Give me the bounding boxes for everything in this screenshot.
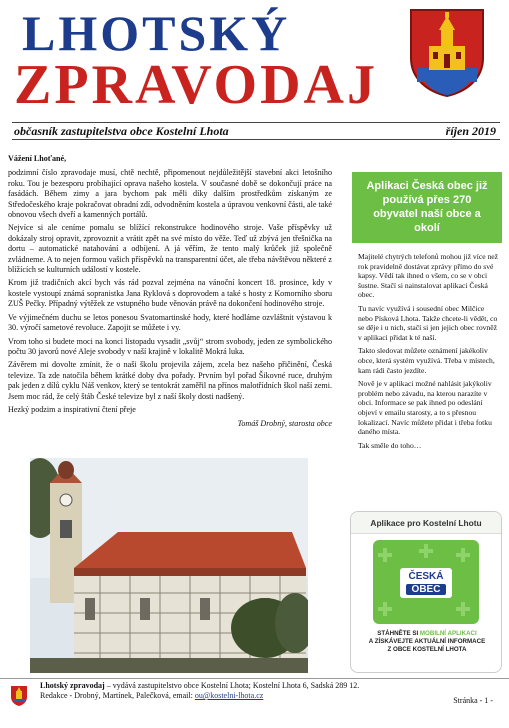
promo-line: Aplikaci Česká obec již [366,180,488,192]
footer-crest-icon [10,685,28,707]
app-footer-line2: A ZÍSKÁVEJTE AKTUÁLNÍ INFORMACE [368,638,486,645]
article-paragraph: Hezký podzim a inspirativní čtení přeje [8,404,136,414]
page-number: Stránka - 1 - [453,696,493,705]
sidebar-article [358,252,498,454]
editorial-article [8,154,332,433]
greeting: Vážení Lhoťané, [8,154,67,163]
sidebar-paragraph: Takto sledovat můžete oznámení jakékoliv obce, která systém využívá. Třeba v místech, kam rádi často jezdíte. [358,346,495,375]
article-paragraph: Závěrem mi dovolte zmínit, že o naši školu projevila zájem, zcela bez našeho přičinění, Česká televize. Ta zde natočila během krátké doby dva pořady. Prvním byl pořad Šikovné ruce, druhým pak jeden z dílů cyklu Náš venkov, který se tentokrát zaměřil na přínos malotřídních škol naší zemi. Jsem moc rád, že celý štáb České televize byl z naší školy dosti nadšený. [8,360,332,401]
sidebar-paragraph: Tu navíc využívá i sousední obec Milčice nebo Písková Lhota. Takže chcete-li vědět, co se děje i u nich, stačí si jen jejich obec rovněž v aplikaci přidat k té naší. [358,303,498,342]
promo-line: okolí [414,222,440,234]
village-crest-icon [409,8,485,98]
app-logo-line1: ČESKÁ [408,571,444,582]
article-paragraph: Ve výjimečném duchu se letos ponesou Svatomartinské hody, které hodláme ozvláštnit výstavou k 30. výročí sametové revoluce. Zapojit se můžete i vy. [8,312,332,333]
masthead [0,0,509,120]
sidebar-paragraph: Nově je v aplikaci možné nahlásit jakýkoliv problém nebo závadu, na kterou narazíte v obci. Informace se pak ihned po odeslání objeví v emailu starosty, a to s přesnou lokalizací. Navíc můžete přidat i třeba fotku daného místa. [358,379,492,437]
newsletter-title-line2: ZPRAVODAJ [14,54,378,116]
ceska-obec-app-icon [373,540,479,624]
sidebar-paragraph: Tak směle do toho… [358,440,422,450]
article-signature: Tomáš Drobný, starosta obce [237,419,332,429]
subtitle-bar [12,122,500,140]
promo-line: obyvatel naší obce a [373,208,481,220]
app-promo-banner [352,172,502,243]
app-advert[interactable] [350,511,502,673]
newsletter-title-line1: LHOTSKÝ [22,5,291,61]
footer-text [40,681,460,701]
article-paragraph: Nejvíce si ale ceníme pomalu se blížící rekonstrukce hodinového stroje. Vaše příspěvky už dokázaly stroj opravit, zprovoznit a vrátit zpět na své místo do věže. Teď už zbývá jen třešnička na dortu – automatické natahování a odbíjení. A já věřím, že tento malý krůček již společně zvládneme. A to nejen formou vašich příspěvků na transparentní účet, ale třeba návštěvou některé z blížících se kulturních událostí v kostele. [8,223,332,275]
article-paragraph: Krom již tradičních akcí bych vás rád pozval zejména na vánoční koncert 18. prosince, kdy v kostele vystoupí známá sopranistka Jana Ryklová s doprovodem a také s hosty z Komorního sboru ZUŠ Pečky. Případný výtěžek ze vstupného bude věnován právě na dokončení hodinového stroje. [8,278,332,309]
app-advert-title: Aplikace pro Kostelní Lhotu [351,512,501,534]
article-paragraph: podzimní číslo zpravodaje musí, chtě nechtě, připomenout nejdůležitější stavební akci letošního roku. Tou je bezesporu probíhající oprava našeho kostela. V současné době se dokončují práce na fasádách. Během zimy a jara bychom pak měli díky dalším prostředkům získaným ze Středočeského kraje pokračovat obradní zdí, odvodněním kostela a úpravou venkovní části, ale také obnovou všech dveří a kamenných portálů. [8,168,332,220]
footer-editors: Redakce - Drobný, Martínek, Palečková, email: [40,691,193,700]
footer-email-link[interactable]: ou@kostelni-lhota.cz [194,691,264,700]
mobile-app-text: MOBILNÍ APLIKACI [419,630,477,637]
church-photo [30,458,308,673]
newsletter-subtitle: občasník zastupitelstva obce Kostelní Lhota [14,124,229,138]
download-text: STÁHNĚTE SI [377,630,419,637]
issue-date: říjen 2019 [445,124,496,138]
promo-line: používá přes 270 [382,194,472,206]
page-footer [0,678,509,728]
footer-publisher: – vydává zastupitelstvo obce Kostelní Lhota; Kostelní Lhota 6, Sadská 289 12. [104,681,360,690]
app-footer-line3: Z OBCE KOSTELNÍ LHOTA [387,646,467,653]
sidebar-paragraph: Majitelé chytrých telefonů mohou již více než rok pravidelně dostávat zprávy přímo do své kapsy. Vědí tak ihned o všem, co se v obci šustne. Stačí si nainstalovat aplikaci Česká obec. [358,252,499,300]
app-advert-footer [357,630,497,654]
footer-newsletter-name: Lhotský zpravodaj [40,681,105,690]
app-logo-line2: OBEC [406,584,446,595]
app-logo [400,568,452,598]
article-paragraph: Vrom toho si budete moci na konci listopadu vysadit „svůj“ strom svobody, jeden ze symbolického počtu 30 javorů nové Aleje svobody v naší krajině v lokalitě Mokrá luka. [8,336,332,356]
